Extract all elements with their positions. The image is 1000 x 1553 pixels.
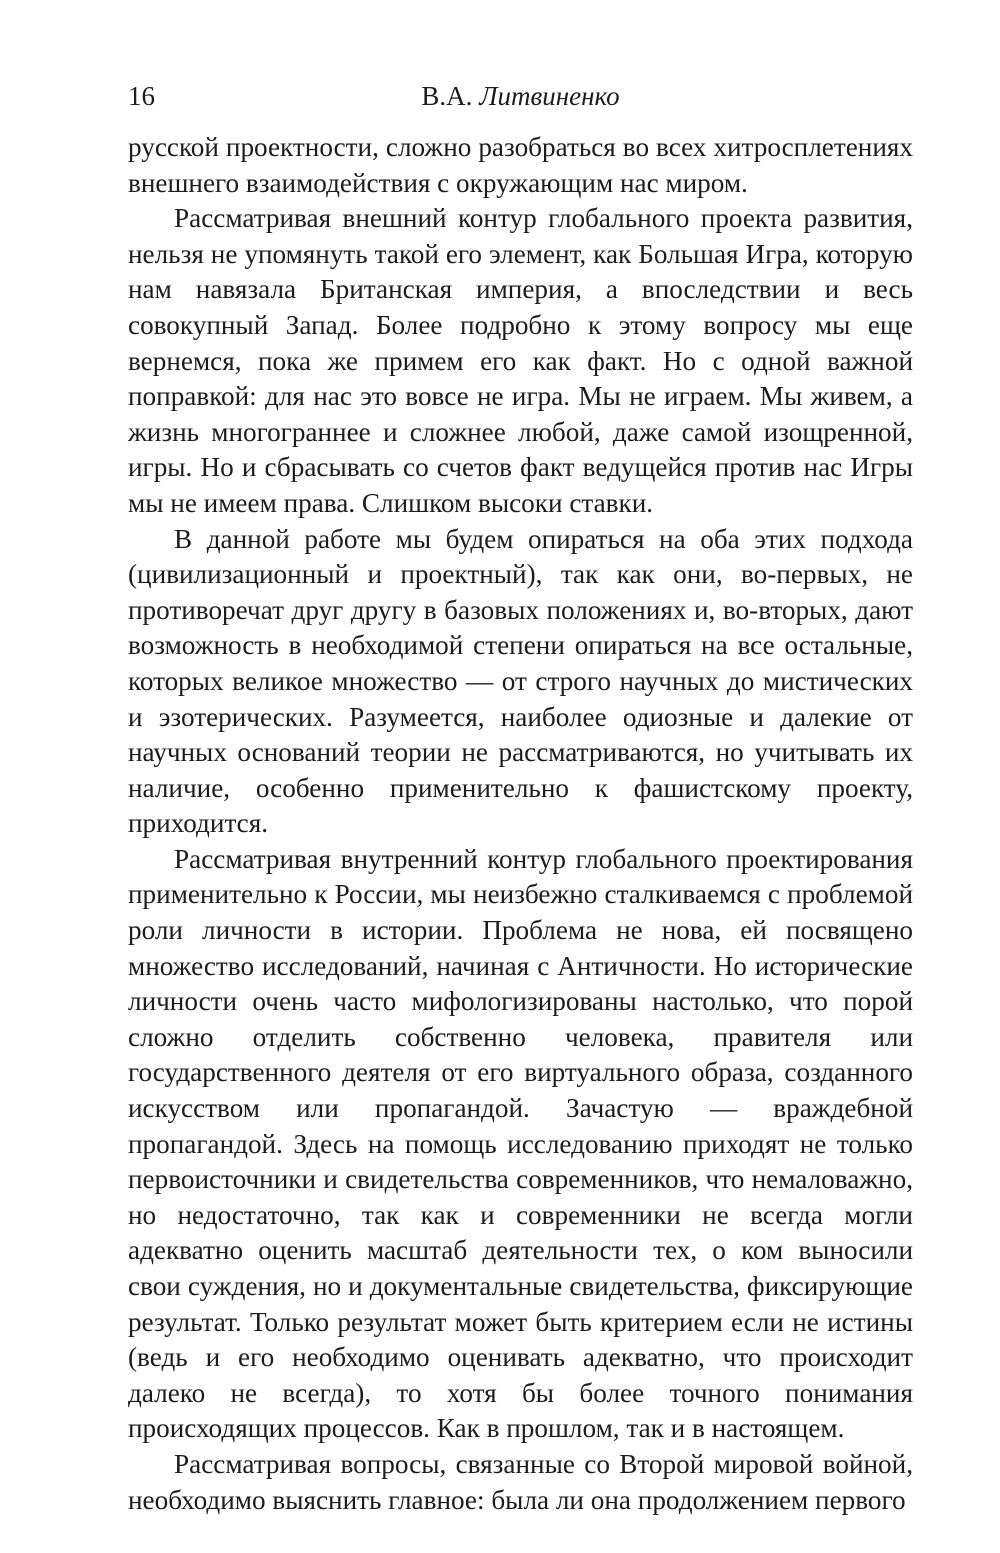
body-text [128, 130, 913, 1518]
paragraph: русской проектности, сложно разобраться во всех хитросплетениях внешнего взаимодействия с окружающим нас миром. [128, 132, 913, 198]
paragraph: Рассматривая внутренний контур глобального проектирования применительно к России, мы неизбежно сталкиваемся с проблемой роли личности в истории. Проблема не нова, ей посвящено множество исследований, начиная с Античности. Но исторические личности очень часто мифологизированы настолько, что порой сложно отделить собственно человека, правителя или государственного деятеля от его виртуального образа, созданного искусством или пропагандой. Зачастую — враждебной пропагандой. Здесь на помощь исследованию приходят не только первоисточники и свидетельства современников, что немаловажно, но недостаточно, так как и современники не всегда могли адекватно оценить масштаб деятельности тех, о ком выносили свои суждения, но и документальные свидетельства, фиксирующие результат. Только результат может быть критерием если не истины (ведь и его необходимо оценивать адекватно, что происходит далеко не всегда), то хотя бы более точного понимания происходящих процессов. Как в прошлом, так и в настоящем. [128, 843, 913, 1444]
paragraph: Рассматривая вопросы, связанные со Второй мировой войной, необходимо выяснить главное: была ли она продолжением первого [128, 1448, 913, 1515]
page-number: 16 [128, 81, 155, 111]
paragraph: В данной работе мы будем опираться на оба этих подхода (цивилизационный и проектный), так как они, во-первых, не противоречат друг другу в базовых положениях и, во-вторых, дают возможность в необходимой степени опираться на все остальные, которых великое множество — от строго научных до мистических и эзотерических. Разумеется, наиболее одиозные и далекие от научных оснований теории не рассматриваются, но учитывать их наличие, особенно применительно к фашистскому проекту, приходится. [128, 523, 913, 839]
paragraph: Рассматривая внешний контур глобального проекта развития, нельзя не упомянуть такой его элемент, как Большая Игра, которую нам навязала Британская империя, а впоследствии и весь совокупный Запад. Более подробно к этому вопросу мы еще вернемся, пока же примем его как факт. Но с одной важной поправкой: для нас это вовсе не игра. Мы не играем. Мы живем, а жизнь многограннее и сложнее любой, даже самой изощренной, игры. Но и сбрасывать со счетов факт ведущейся против нас Игры мы не имеем права. Слишком высоки ставки. [128, 203, 913, 518]
author-initials: В.А. [421, 81, 473, 111]
author-surname: Литвиненко [479, 81, 620, 111]
running-head [128, 76, 913, 116]
running-head-author [128, 76, 913, 116]
